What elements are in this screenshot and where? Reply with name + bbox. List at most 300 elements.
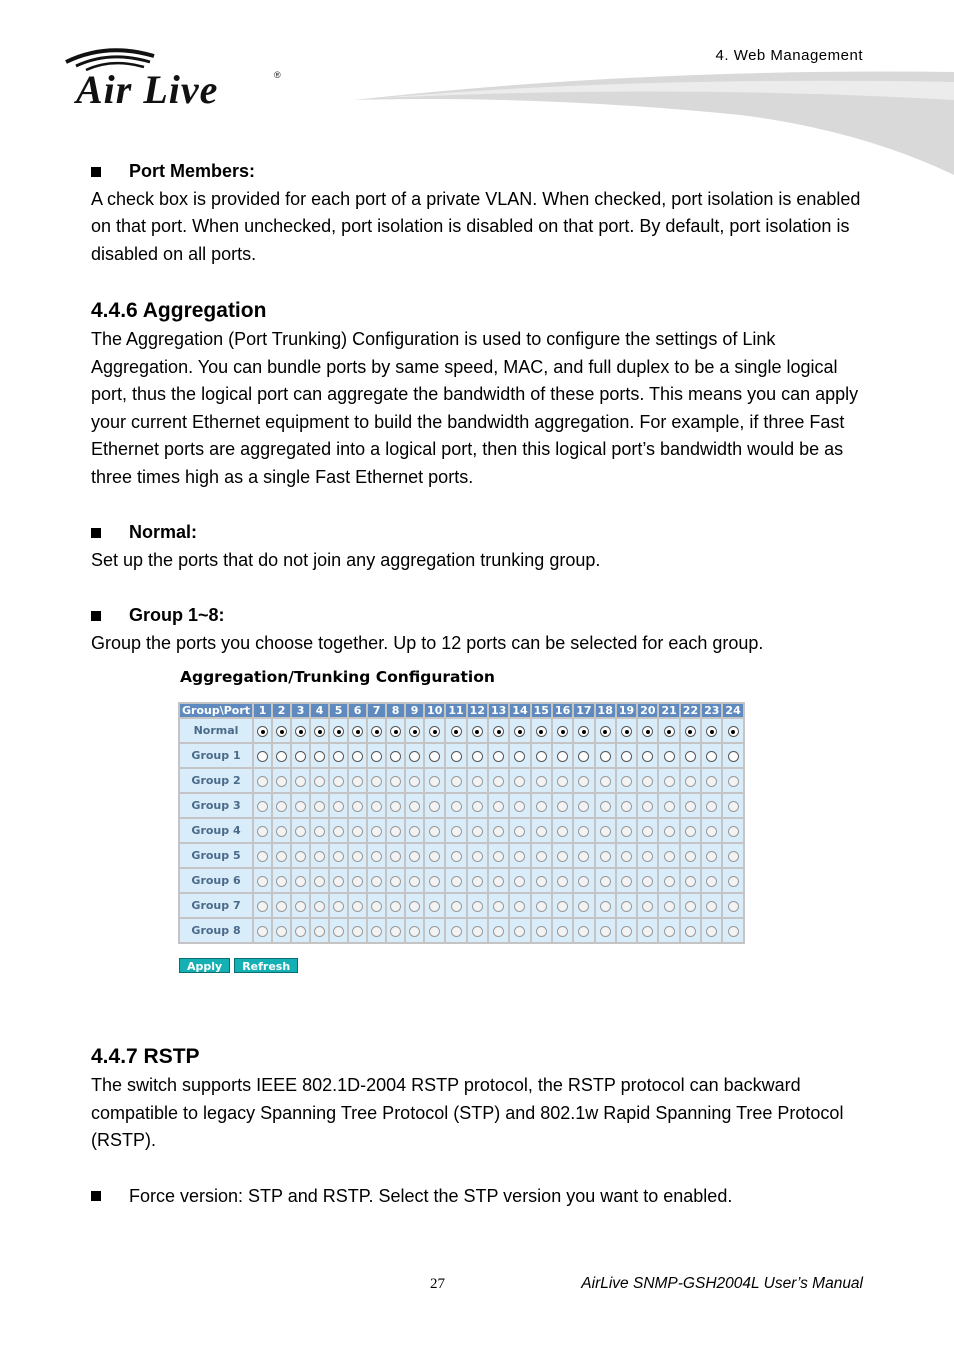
port-radio[interactable] bbox=[295, 801, 306, 812]
port-radio[interactable] bbox=[536, 726, 547, 737]
port-radio[interactable] bbox=[257, 851, 268, 862]
port-radio[interactable] bbox=[557, 826, 568, 837]
port-cell bbox=[446, 919, 465, 942]
port-radio[interactable] bbox=[600, 876, 611, 887]
port-cell bbox=[311, 844, 328, 867]
port-radio[interactable] bbox=[314, 726, 325, 737]
port-cell bbox=[254, 794, 271, 817]
port-radio[interactable] bbox=[314, 851, 325, 862]
port-radio[interactable] bbox=[514, 751, 525, 762]
port-radio[interactable] bbox=[409, 751, 420, 762]
row-label: Group 3 bbox=[180, 794, 252, 817]
port-radio[interactable] bbox=[600, 726, 611, 737]
port-radio[interactable] bbox=[664, 876, 675, 887]
port-radio[interactable] bbox=[257, 826, 268, 837]
table-row bbox=[180, 869, 743, 892]
port-radio[interactable] bbox=[557, 876, 568, 887]
port-cell bbox=[349, 919, 366, 942]
port-cell bbox=[311, 769, 328, 792]
port-radio[interactable] bbox=[706, 801, 717, 812]
port-radio[interactable] bbox=[276, 826, 287, 837]
port-cell bbox=[702, 819, 721, 842]
port-radio[interactable] bbox=[728, 826, 739, 837]
port-radio[interactable] bbox=[352, 726, 363, 737]
port-radio[interactable] bbox=[333, 826, 344, 837]
port-radio[interactable] bbox=[600, 776, 611, 787]
port-radio[interactable] bbox=[333, 776, 344, 787]
port-radio[interactable] bbox=[451, 851, 462, 862]
port-radio[interactable] bbox=[536, 751, 547, 762]
port-radio[interactable] bbox=[371, 926, 382, 937]
port-radio[interactable] bbox=[621, 751, 632, 762]
port-radio[interactable] bbox=[685, 826, 696, 837]
port-radio[interactable] bbox=[314, 751, 325, 762]
port-radio[interactable] bbox=[371, 751, 382, 762]
port-radio[interactable] bbox=[642, 726, 653, 737]
port-radio[interactable] bbox=[578, 876, 589, 887]
port-radio[interactable] bbox=[557, 726, 568, 737]
port-radio[interactable] bbox=[514, 851, 525, 862]
port-radio[interactable] bbox=[295, 926, 306, 937]
rstp-heading: 4.4.7 RSTP bbox=[91, 1045, 200, 1068]
port-radio[interactable] bbox=[536, 901, 547, 912]
port-radio[interactable] bbox=[493, 776, 504, 787]
port-radio[interactable] bbox=[295, 726, 306, 737]
port-cell bbox=[532, 819, 551, 842]
port-radio[interactable] bbox=[600, 851, 611, 862]
port-radio[interactable] bbox=[429, 726, 440, 737]
port-radio[interactable] bbox=[352, 876, 363, 887]
port-cell bbox=[681, 794, 700, 817]
port-radio[interactable] bbox=[706, 751, 717, 762]
port-header: 7 bbox=[368, 704, 385, 717]
port-cell bbox=[702, 844, 721, 867]
port-radio[interactable] bbox=[578, 801, 589, 812]
port-radio[interactable] bbox=[664, 926, 675, 937]
port-radio[interactable] bbox=[664, 851, 675, 862]
port-radio[interactable] bbox=[390, 876, 401, 887]
port-cell bbox=[406, 869, 423, 892]
port-radio[interactable] bbox=[685, 876, 696, 887]
port-radio[interactable] bbox=[472, 776, 483, 787]
port-radio[interactable] bbox=[295, 876, 306, 887]
port-radio[interactable] bbox=[390, 851, 401, 862]
port-cell bbox=[446, 819, 465, 842]
port-radio[interactable] bbox=[472, 901, 483, 912]
port-radio[interactable] bbox=[472, 926, 483, 937]
port-cell bbox=[638, 719, 657, 742]
port-radio[interactable] bbox=[514, 901, 525, 912]
port-radio[interactable] bbox=[409, 851, 420, 862]
port-radio[interactable] bbox=[429, 901, 440, 912]
port-radio[interactable] bbox=[493, 851, 504, 862]
port-cell bbox=[596, 919, 615, 942]
port-radio[interactable] bbox=[451, 901, 462, 912]
port-radio[interactable] bbox=[728, 901, 739, 912]
port-cell bbox=[489, 869, 508, 892]
port-radio[interactable] bbox=[352, 901, 363, 912]
port-radio[interactable] bbox=[706, 901, 717, 912]
port-radio[interactable] bbox=[493, 901, 504, 912]
port-radio[interactable] bbox=[642, 851, 653, 862]
port-cell bbox=[330, 894, 347, 917]
port-radio[interactable] bbox=[333, 901, 344, 912]
port-radio[interactable] bbox=[685, 901, 696, 912]
port-radio[interactable] bbox=[314, 826, 325, 837]
port-radio[interactable] bbox=[621, 826, 632, 837]
row-label: Group 4 bbox=[180, 819, 252, 842]
port-radio[interactable] bbox=[664, 826, 675, 837]
port-radio[interactable] bbox=[621, 926, 632, 937]
port-cell bbox=[702, 794, 721, 817]
port-radio[interactable] bbox=[295, 901, 306, 912]
port-radio[interactable] bbox=[728, 751, 739, 762]
port-cell bbox=[659, 819, 678, 842]
port-radio[interactable] bbox=[390, 801, 401, 812]
port-radio[interactable] bbox=[409, 801, 420, 812]
port-radio[interactable] bbox=[409, 876, 420, 887]
port-radio[interactable] bbox=[642, 751, 653, 762]
port-radio[interactable] bbox=[600, 826, 611, 837]
port-radio[interactable] bbox=[706, 851, 717, 862]
port-radio[interactable] bbox=[493, 876, 504, 887]
port-radio[interactable] bbox=[621, 801, 632, 812]
port-radio[interactable] bbox=[371, 826, 382, 837]
port-radio[interactable] bbox=[352, 851, 363, 862]
apply-button[interactable]: Apply bbox=[179, 958, 230, 973]
port-radio[interactable] bbox=[257, 876, 268, 887]
port-radio[interactable] bbox=[728, 926, 739, 937]
port-cell bbox=[311, 744, 328, 767]
port-radio[interactable] bbox=[685, 926, 696, 937]
port-radio[interactable] bbox=[642, 926, 653, 937]
port-radio[interactable] bbox=[664, 776, 675, 787]
port-cell bbox=[638, 844, 657, 867]
port-cell bbox=[553, 869, 572, 892]
port-radio[interactable] bbox=[409, 926, 420, 937]
port-radio[interactable] bbox=[276, 876, 287, 887]
table-body bbox=[180, 719, 743, 942]
port-radio[interactable] bbox=[493, 926, 504, 937]
port-cell bbox=[596, 794, 615, 817]
port-radio[interactable] bbox=[728, 801, 739, 812]
port-radio[interactable] bbox=[472, 726, 483, 737]
port-radio[interactable] bbox=[333, 751, 344, 762]
port-radio[interactable] bbox=[728, 776, 739, 787]
port-cell bbox=[702, 769, 721, 792]
port-radio[interactable] bbox=[276, 776, 287, 787]
port-radio[interactable] bbox=[514, 826, 525, 837]
port-cell bbox=[330, 769, 347, 792]
port-radio[interactable] bbox=[536, 926, 547, 937]
port-radio[interactable] bbox=[706, 876, 717, 887]
port-radio[interactable] bbox=[390, 901, 401, 912]
port-radio[interactable] bbox=[642, 776, 653, 787]
port-radio[interactable] bbox=[333, 926, 344, 937]
port-cell bbox=[723, 744, 742, 767]
port-radio[interactable] bbox=[429, 876, 440, 887]
port-radio[interactable] bbox=[600, 751, 611, 762]
port-cell bbox=[349, 769, 366, 792]
port-radio[interactable] bbox=[429, 751, 440, 762]
port-radio[interactable] bbox=[600, 926, 611, 937]
port-cell bbox=[596, 819, 615, 842]
port-radio[interactable] bbox=[257, 926, 268, 937]
port-radio[interactable] bbox=[578, 751, 589, 762]
port-cell bbox=[425, 769, 444, 792]
port-radio[interactable] bbox=[257, 726, 268, 737]
port-radio[interactable] bbox=[664, 801, 675, 812]
port-radio[interactable] bbox=[536, 876, 547, 887]
port-radio[interactable] bbox=[295, 826, 306, 837]
port-radio[interactable] bbox=[314, 901, 325, 912]
port-radio[interactable] bbox=[429, 851, 440, 862]
port-radio[interactable] bbox=[371, 851, 382, 862]
port-cell bbox=[553, 894, 572, 917]
port-cell bbox=[406, 819, 423, 842]
port-radio[interactable] bbox=[276, 726, 287, 737]
port-radio[interactable] bbox=[621, 876, 632, 887]
port-cell bbox=[273, 769, 290, 792]
port-radio[interactable] bbox=[390, 751, 401, 762]
port-radio[interactable] bbox=[352, 826, 363, 837]
port-cell bbox=[406, 769, 423, 792]
port-radio[interactable] bbox=[642, 901, 653, 912]
port-radio[interactable] bbox=[514, 726, 525, 737]
port-radio[interactable] bbox=[514, 801, 525, 812]
port-cell bbox=[638, 744, 657, 767]
port-radio[interactable] bbox=[257, 751, 268, 762]
port-radio[interactable] bbox=[451, 926, 462, 937]
port-cell bbox=[638, 894, 657, 917]
port-radio[interactable] bbox=[472, 826, 483, 837]
port-radio[interactable] bbox=[371, 901, 382, 912]
port-radio[interactable] bbox=[409, 901, 420, 912]
port-radio[interactable] bbox=[621, 776, 632, 787]
port-radio[interactable] bbox=[664, 751, 675, 762]
port-radio[interactable] bbox=[706, 776, 717, 787]
port-radio[interactable] bbox=[706, 726, 717, 737]
port-radio[interactable] bbox=[664, 726, 675, 737]
port-radio[interactable] bbox=[472, 851, 483, 862]
port-radio[interactable] bbox=[621, 901, 632, 912]
port-radio[interactable] bbox=[333, 851, 344, 862]
port-cell bbox=[510, 894, 529, 917]
port-radio[interactable] bbox=[557, 851, 568, 862]
port-cell bbox=[681, 869, 700, 892]
port-radio[interactable] bbox=[685, 726, 696, 737]
port-radio[interactable] bbox=[429, 801, 440, 812]
port-radio[interactable] bbox=[371, 726, 382, 737]
port-radio[interactable] bbox=[276, 851, 287, 862]
port-radio[interactable] bbox=[493, 726, 504, 737]
table-row bbox=[180, 744, 743, 767]
port-radio[interactable] bbox=[621, 851, 632, 862]
port-radio[interactable] bbox=[493, 826, 504, 837]
port-radio[interactable] bbox=[390, 776, 401, 787]
port-radio[interactable] bbox=[514, 876, 525, 887]
port-radio[interactable] bbox=[728, 851, 739, 862]
port-cell bbox=[617, 769, 636, 792]
port-header: 18 bbox=[597, 704, 613, 717]
port-radio[interactable] bbox=[536, 826, 547, 837]
port-radio[interactable] bbox=[276, 801, 287, 812]
port-radio[interactable] bbox=[451, 751, 462, 762]
port-radio[interactable] bbox=[390, 926, 401, 937]
port-cell bbox=[638, 819, 657, 842]
port-cell bbox=[349, 819, 366, 842]
port-cell bbox=[596, 869, 615, 892]
port-cell bbox=[468, 719, 487, 742]
port-radio[interactable] bbox=[451, 801, 462, 812]
port-radio[interactable] bbox=[409, 776, 420, 787]
port-cell bbox=[617, 819, 636, 842]
port-radio[interactable] bbox=[685, 801, 696, 812]
port-radio[interactable] bbox=[578, 776, 589, 787]
port-radio[interactable] bbox=[685, 751, 696, 762]
port-radio[interactable] bbox=[314, 876, 325, 887]
port-cell bbox=[311, 919, 328, 942]
port-cell bbox=[553, 769, 572, 792]
port-radio[interactable] bbox=[257, 901, 268, 912]
port-radio[interactable] bbox=[557, 751, 568, 762]
port-radio[interactable] bbox=[257, 776, 268, 787]
port-cell bbox=[659, 844, 678, 867]
port-radio[interactable] bbox=[685, 776, 696, 787]
port-radio[interactable] bbox=[642, 826, 653, 837]
port-radio[interactable] bbox=[409, 726, 420, 737]
port-cell bbox=[510, 794, 529, 817]
port-header: 4 bbox=[311, 704, 328, 717]
port-cell bbox=[292, 744, 309, 767]
port-radio[interactable] bbox=[371, 776, 382, 787]
port-radio[interactable] bbox=[276, 751, 287, 762]
port-radio[interactable] bbox=[451, 726, 462, 737]
port-cell bbox=[254, 919, 271, 942]
port-radio[interactable] bbox=[600, 901, 611, 912]
port-cell bbox=[596, 719, 615, 742]
port-radio[interactable] bbox=[295, 776, 306, 787]
normal-text: Set up the ports that do not join any aggregation trunking group. bbox=[91, 549, 601, 570]
port-radio[interactable] bbox=[409, 826, 420, 837]
port-radio[interactable] bbox=[514, 926, 525, 937]
port-radio[interactable] bbox=[728, 726, 739, 737]
port-cell bbox=[510, 919, 529, 942]
port-radio[interactable] bbox=[493, 751, 504, 762]
group-text: Group the ports you choose together. Up to 12 ports can be selected for each group. bbox=[91, 632, 764, 653]
port-radio[interactable] bbox=[557, 901, 568, 912]
port-radio[interactable] bbox=[578, 851, 589, 862]
port-radio[interactable] bbox=[333, 801, 344, 812]
port-cell bbox=[368, 869, 385, 892]
port-radio[interactable] bbox=[451, 826, 462, 837]
port-cell bbox=[292, 819, 309, 842]
port-cell bbox=[406, 794, 423, 817]
port-radio[interactable] bbox=[295, 851, 306, 862]
port-radio[interactable] bbox=[371, 876, 382, 887]
port-radio[interactable] bbox=[621, 726, 632, 737]
port-cell bbox=[468, 869, 487, 892]
port-cell bbox=[254, 869, 271, 892]
port-cell bbox=[574, 719, 593, 742]
port-radio[interactable] bbox=[276, 926, 287, 937]
port-radio[interactable] bbox=[685, 851, 696, 862]
port-radio[interactable] bbox=[578, 901, 589, 912]
port-radio[interactable] bbox=[352, 751, 363, 762]
port-cell bbox=[425, 844, 444, 867]
port-cell bbox=[330, 719, 347, 742]
port-radio[interactable] bbox=[371, 801, 382, 812]
port-radio[interactable] bbox=[276, 901, 287, 912]
port-radio[interactable] bbox=[536, 851, 547, 862]
port-radio[interactable] bbox=[578, 826, 589, 837]
port-cell bbox=[330, 869, 347, 892]
port-radio[interactable] bbox=[314, 801, 325, 812]
normal-title: Normal: bbox=[129, 522, 198, 542]
refresh-button[interactable]: Refresh bbox=[234, 958, 298, 973]
port-radio[interactable] bbox=[664, 901, 675, 912]
port-radio[interactable] bbox=[451, 876, 462, 887]
port-radio[interactable] bbox=[295, 751, 306, 762]
port-cell bbox=[387, 794, 404, 817]
port-radio[interactable] bbox=[706, 826, 717, 837]
port-radio[interactable] bbox=[536, 776, 547, 787]
port-radio[interactable] bbox=[472, 876, 483, 887]
port-radio[interactable] bbox=[557, 776, 568, 787]
port-radio[interactable] bbox=[451, 776, 462, 787]
port-cell bbox=[723, 869, 742, 892]
port-cell bbox=[387, 919, 404, 942]
port-radio[interactable] bbox=[314, 776, 325, 787]
port-radio[interactable] bbox=[578, 926, 589, 937]
row-label: Group 6 bbox=[180, 869, 252, 892]
port-radio[interactable] bbox=[352, 801, 363, 812]
port-radio[interactable] bbox=[600, 801, 611, 812]
port-cell bbox=[596, 844, 615, 867]
port-radio[interactable] bbox=[536, 801, 547, 812]
port-cell bbox=[368, 769, 385, 792]
port-radio[interactable] bbox=[514, 776, 525, 787]
port-radio[interactable] bbox=[493, 801, 504, 812]
port-radio[interactable] bbox=[314, 926, 325, 937]
port-cell bbox=[723, 719, 742, 742]
port-radio[interactable] bbox=[578, 726, 589, 737]
port-radio[interactable] bbox=[390, 726, 401, 737]
port-radio[interactable] bbox=[257, 801, 268, 812]
port-radio[interactable] bbox=[333, 726, 344, 737]
port-radio[interactable] bbox=[352, 926, 363, 937]
table-row bbox=[180, 894, 743, 917]
port-radio[interactable] bbox=[429, 826, 440, 837]
port-cell bbox=[387, 819, 404, 842]
port-radio[interactable] bbox=[557, 926, 568, 937]
table-row bbox=[180, 794, 743, 817]
port-cell bbox=[446, 844, 465, 867]
port-radio[interactable] bbox=[728, 876, 739, 887]
port-radio[interactable] bbox=[429, 776, 440, 787]
port-radio[interactable] bbox=[472, 751, 483, 762]
port-radio[interactable] bbox=[352, 776, 363, 787]
port-radio[interactable] bbox=[642, 876, 653, 887]
port-radio[interactable] bbox=[642, 801, 653, 812]
port-radio[interactable] bbox=[706, 926, 717, 937]
port-cell bbox=[292, 869, 309, 892]
port-radio[interactable] bbox=[472, 801, 483, 812]
port-radio[interactable] bbox=[429, 926, 440, 937]
port-radio[interactable] bbox=[390, 826, 401, 837]
port-radio[interactable] bbox=[557, 801, 568, 812]
port-radio[interactable] bbox=[333, 876, 344, 887]
